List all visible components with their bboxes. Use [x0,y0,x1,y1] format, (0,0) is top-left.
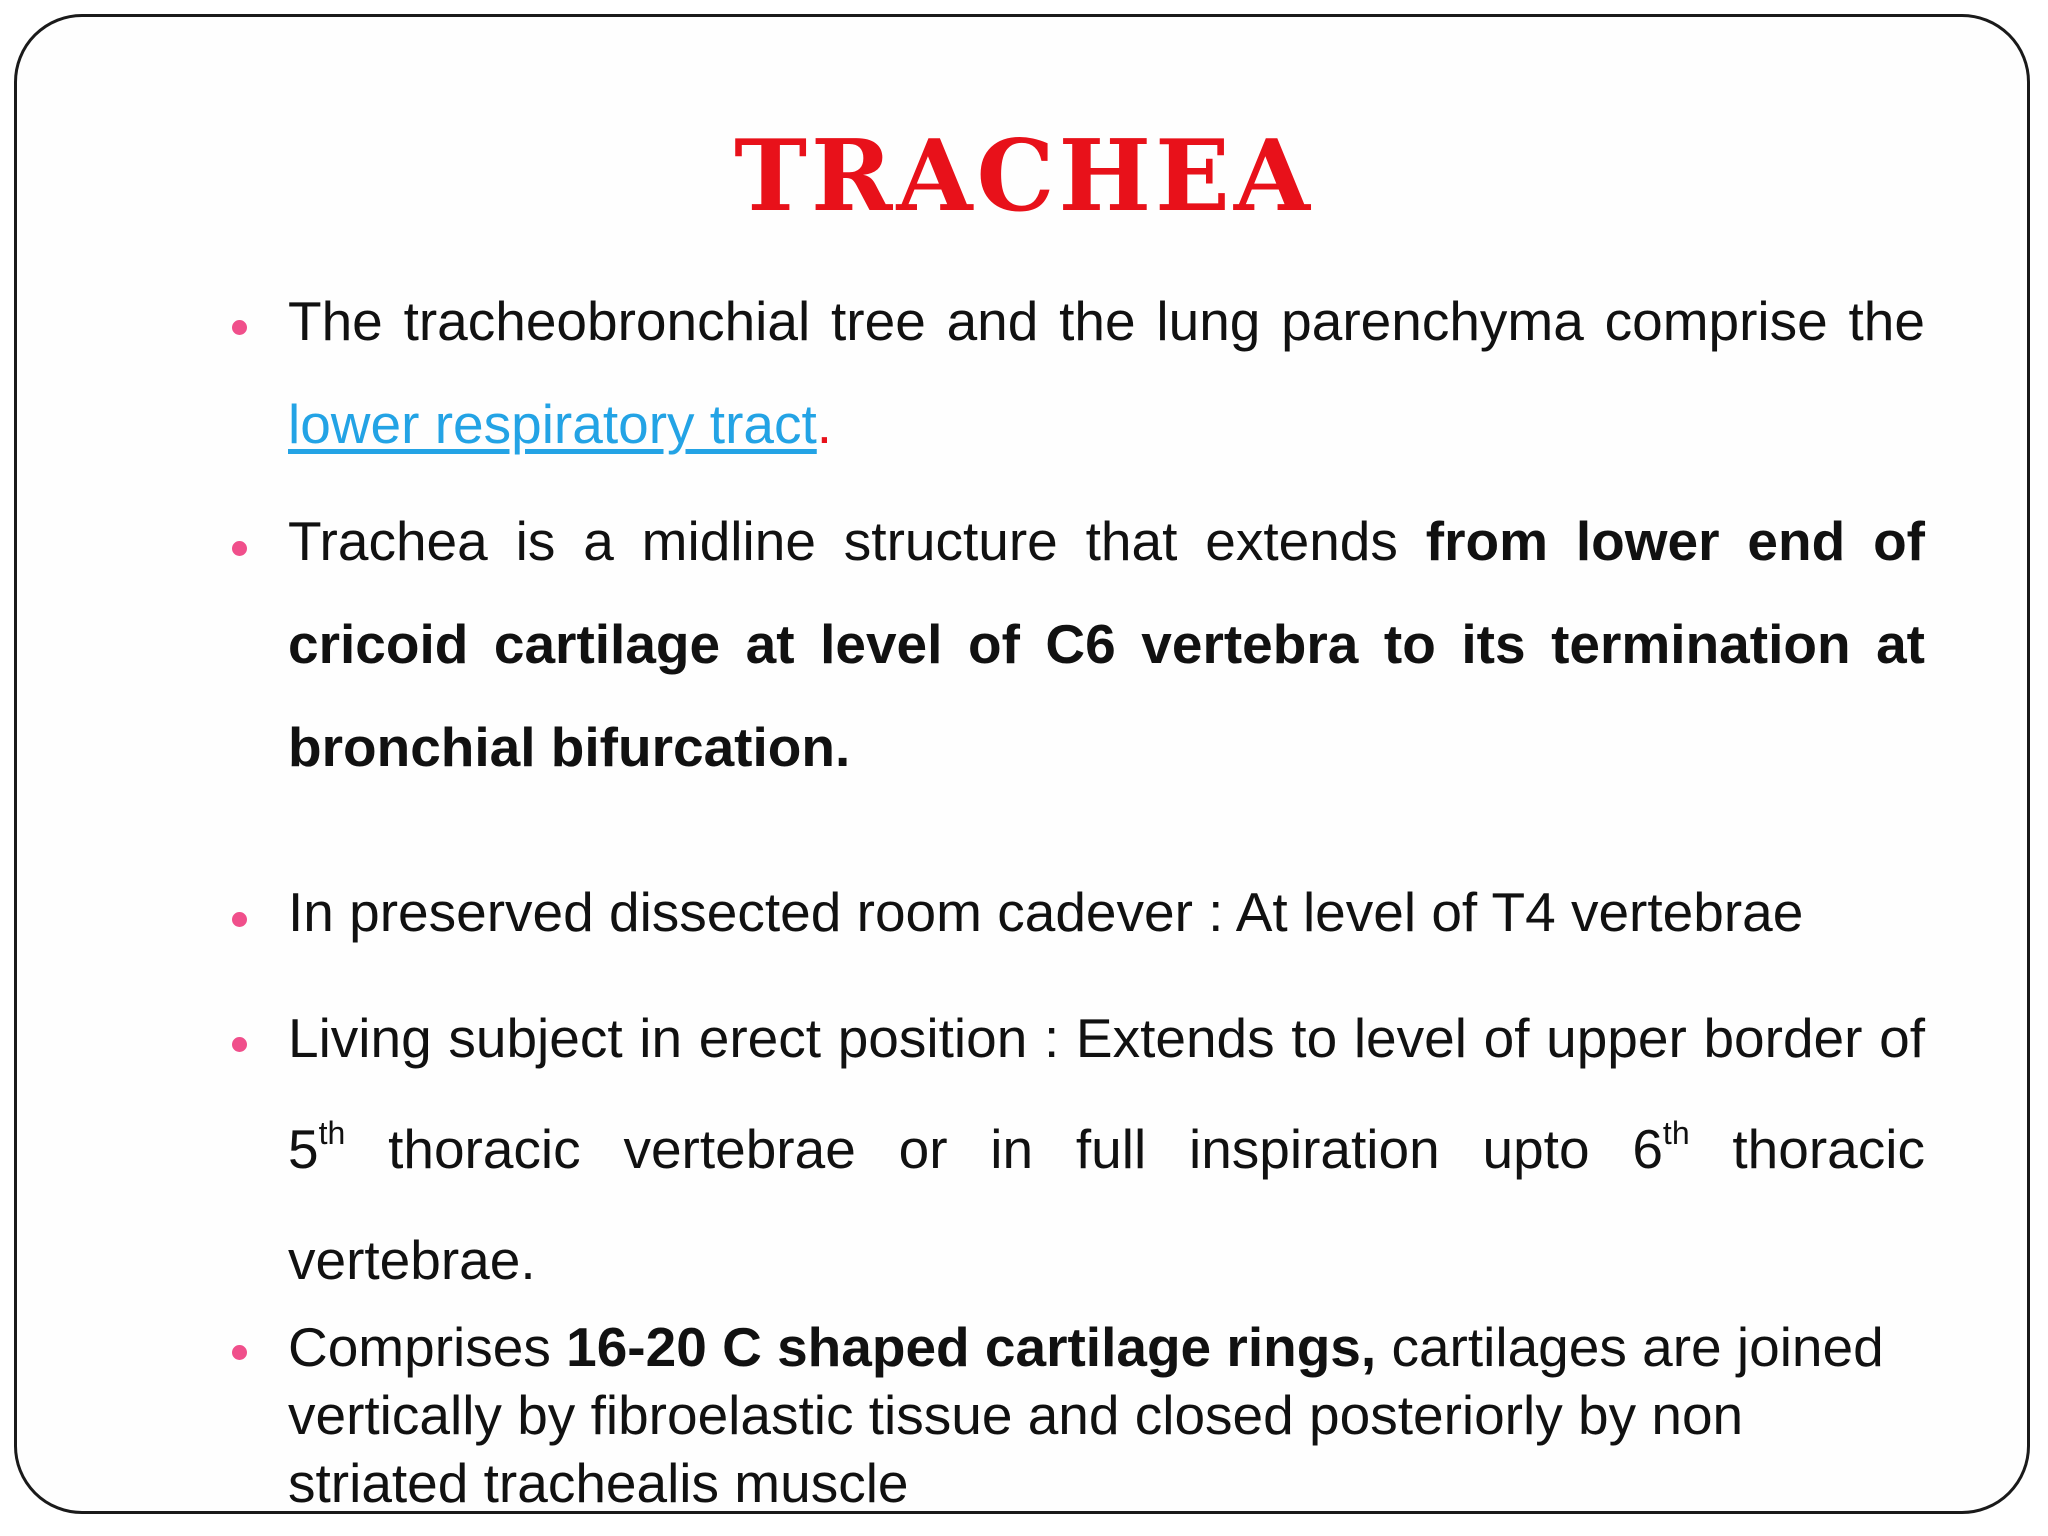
bullet-text [288,490,1925,799]
bullet-text-part: thoracic vertebrae or in full inspiration upto 6 [345,1118,1663,1180]
ordinal-superscript: th [1662,1115,1690,1151]
bullet-text-part: cartilages are joined vertically by fibroelastic tissue and closed posteriorly by non striated trachealis muscle [288,1316,1884,1514]
bullet-dot-icon [232,912,247,927]
bullet-text-punctuation: . [816,393,833,455]
bullet-dot-icon [232,320,247,335]
bullet-text-bold: 16-20 C shaped cartilage rings, [566,1316,1377,1378]
bullet-dot-icon [232,541,247,556]
bullet-text-bold: from lower end of cricoid cartilage at level of C6 vertebra to its termination at bronchial bifurcation. [288,510,1925,778]
bullet-dot-icon [232,1037,247,1052]
bullet-text [288,1313,1925,1517]
bullet-text-part: thoracic vertebrae. [288,1118,1925,1291]
bullet-text-part: The tracheobronchial tree and the lung parenchyma comprise the [288,290,1925,352]
bullet-text-part: Trachea is a midline structure that extends [288,510,1426,572]
slide-title: TRACHEA [734,119,1314,234]
bullet-text [288,983,1925,1316]
bullet-text [288,270,1925,476]
ordinal-superscript: th [318,1115,346,1151]
bullet-text: In preserved dissected room cadever : At level of T4 vertebrae [288,881,1804,943]
bullet-text-part: Comprises [288,1316,567,1378]
lower-respiratory-tract-link[interactable]: lower respiratory tract [288,393,817,455]
bullet-text-part: Living subject in erect position : Extends to level of upper border of 5 [288,1007,1925,1180]
bullet-dot-icon [232,1345,247,1360]
